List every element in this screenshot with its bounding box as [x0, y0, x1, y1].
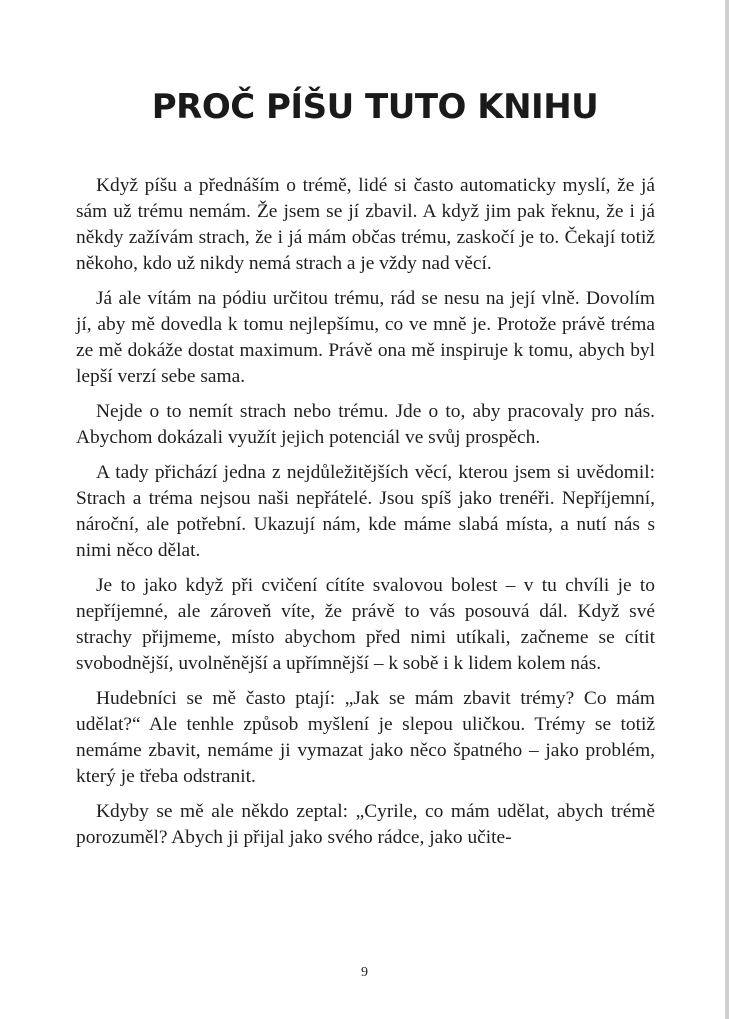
chapter-title: PROČ PÍŠU TUTO KNIHU	[151, 87, 599, 127]
page-edge	[725, 0, 729, 1019]
paragraph: Kdyby se mě ale někdo zeptal: „Cyrile, co mám udělat, abych trémě porozuměl? Abych ji přijal jako svého rádce, jako učite-	[76, 801, 655, 848]
paragraph: Já ale vítám na pódiu určitou trému, rád se nesu na její vlně. Dovolím jí, aby mě dovedla k tomu nejlepšímu, co ve mně je. Protože právě tréma ze mě dokáže dostat maximum. Právě ona mě inspiruje k tomu, abych byl lepší verzí sebe sama.	[76, 288, 655, 387]
paragraph: Když píšu a přednáším o trémě, lidé si často automaticky myslí, že já sám už trému nemám. Že jsem se jí zbavil. A když jim pak řeknu, že i já někdy zažívám strach, že i já mám občas trému, zaskočí je to. Čekají totiž někoho, kdo už nikdy nemá strach a je vždy nad věcí.	[76, 175, 655, 274]
chapter-body	[76, 173, 655, 860]
page-number: 9	[361, 965, 368, 980]
paragraph: Je to jako když při cvičení cítíte svalovou bolest – v tu chvíli je to nepříjemné, ale zároveň víte, že právě to vás posouvá dál. Když své strachy přijmeme, místo abychom před nimi utíkali, začneme se cítit svobodnější, uvolněnější a upřímnější – k sobě i k lidem kolem nás.	[76, 575, 655, 674]
paragraph: A tady přichází jedna z nejdůležitějších věcí, kterou jsem si uvědomil: Strach a tréma nejsou naši nepřátelé. Jsou spíš jako trenéři. Nepříjemní, nároční, ale potřební. Ukazují nám, kde máme slabá místa, a nutí nás s nimi něco dělat.	[76, 462, 655, 561]
paragraph: Hudebníci se mě často ptají: „Jak se mám zbavit trémy? Co mám udělat?“ Ale tenhle způsob myšlení je slepou uličkou. Trémy se totiž nemáme zbavit, nemáme ji vymazat jako něco špatného – jako problém, který je třeba odstranit.	[76, 688, 655, 787]
paragraph: Nejde o to nemít strach nebo trému. Jde o to, aby pracovaly pro nás. Abychom dokázali využít jejich potenciál ve svůj prospěch.	[76, 401, 655, 448]
